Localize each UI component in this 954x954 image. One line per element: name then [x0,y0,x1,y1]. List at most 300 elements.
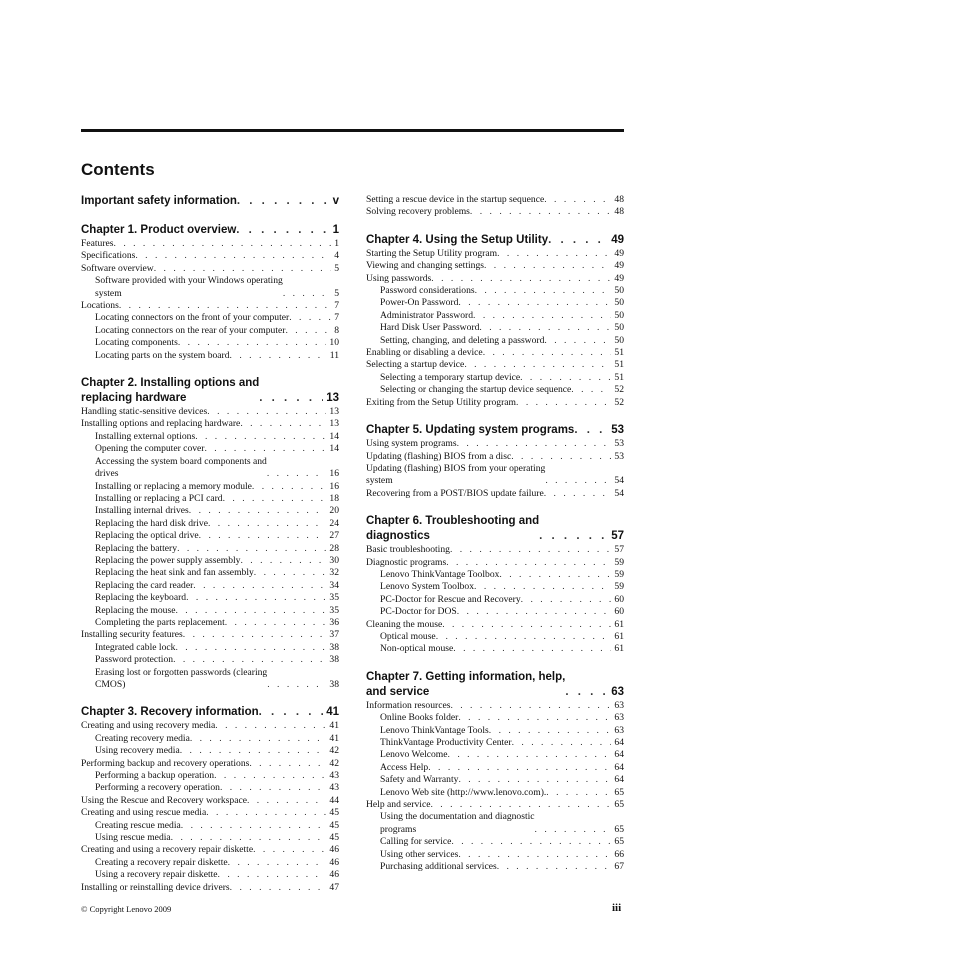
toc-entry-title: Replacing the card reader [95,579,194,591]
toc-entry-page: 14 [329,430,339,442]
toc-entry[interactable] [81,782,339,794]
dot-leader [458,297,611,309]
toc-entry-page: 60 [614,593,624,605]
toc-chapter-entry[interactable] [366,423,624,438]
toc-entry-page: 46 [329,869,339,881]
toc-entry[interactable] [81,493,339,505]
toc-entry-page: 18 [329,492,339,504]
toc-entry-page: 61 [614,618,624,630]
dot-leader [228,857,327,869]
toc-entry-title: Using rescue media [95,832,171,844]
toc-entry[interactable] [366,206,624,218]
toc-entry-page: 67 [614,861,624,873]
toc-entry-page: 50 [614,297,624,309]
toc-entry-page: 50 [614,322,624,334]
toc-entry-page: 64 [614,737,624,748]
toc-entry-page: 63 [614,724,624,736]
toc-entry-page: 20 [329,505,339,517]
toc-entry-title: Administrator Password [380,309,474,321]
dot-leader [237,194,330,209]
toc-entry-title: Optical mouse [380,630,436,642]
toc-entry-page: 30 [329,554,339,566]
toc-entry-page: 66 [614,848,624,860]
dot-leader [173,654,326,666]
dot-leader [470,206,611,218]
toc-entry-page: 10 [329,337,339,349]
dot-leader [186,592,326,604]
toc-entry-title: Enabling or disabling a device [366,347,483,359]
toc-entry-page: 65 [614,823,624,835]
toc-entry-title: PC-Doctor for DOS [380,606,457,618]
toc-entry[interactable] [81,418,339,430]
dot-leader [483,347,612,359]
toc-entry-page: 52 [614,384,624,396]
toc-entry-title: Locating connectors on the front of your computer [95,312,290,324]
toc-chapter-entry[interactable] [366,514,624,544]
toc-entry-title: Power-On Password [380,297,459,309]
toc-entry[interactable] [81,250,339,262]
dot-leader [512,737,612,749]
toc-entry-page: 1 [332,224,339,236]
dot-leader [565,685,608,700]
toc-chapter-entry[interactable] [81,223,339,238]
toc-entry[interactable] [366,787,624,799]
toc-entry[interactable] [366,836,624,848]
toc-entry-page: 14 [329,443,339,455]
dot-leader [544,194,611,206]
toc-entry[interactable] [81,720,339,732]
toc-entry[interactable] [81,543,339,555]
toc-entry-title: Using a recovery repair diskette [95,869,218,881]
toc-entry[interactable] [81,869,339,881]
toc-entry[interactable] [366,451,624,463]
toc-entry-page: 34 [329,579,339,591]
dot-leader [220,782,326,794]
toc-entry[interactable] [81,275,339,300]
dot-leader [215,720,326,732]
toc-entry[interactable] [366,322,624,334]
dot-leader [457,606,612,618]
toc-entry-title: Selecting or changing the startup device sequence [380,384,572,396]
toc-entry-title: Creating rescue media [95,819,181,831]
toc-entry[interactable] [81,505,339,517]
toc-entry-page: 4 [334,250,339,262]
toc-entry-page: 49 [614,272,624,284]
dot-leader [247,795,326,807]
toc-entry[interactable] [81,580,339,592]
dot-leader [535,824,612,836]
dot-leader [189,505,327,517]
toc-entry-page: 54 [614,475,624,487]
toc-entry[interactable] [81,567,339,579]
toc-entry[interactable] [366,372,624,384]
toc-entry-page: 38 [329,654,339,666]
toc-entry-page: 36 [329,616,339,628]
dot-leader [214,770,326,782]
toc-entry[interactable] [366,594,624,606]
dot-leader [119,300,331,312]
toc-entry-title: Erasing lost or forgotten passwords (clearing CMOS) [95,666,268,690]
toc-entry-page: 64 [614,761,624,773]
toc-entry-page: 13 [326,392,339,405]
dot-leader [259,391,323,406]
toc-entry-page: 57 [611,530,624,543]
toc-entry[interactable] [366,248,624,260]
toc-entry[interactable] [81,745,339,757]
toc-entry[interactable] [366,849,624,861]
toc-entry-title: PC-Doctor for Rescue and Recovery [380,593,521,605]
dot-leader [511,451,611,463]
toc-entry[interactable] [366,488,624,500]
toc-entry[interactable] [366,260,624,272]
toc-entry-page: 5 [334,262,339,274]
toc-entry-title: Integrated cable lock [95,641,176,653]
dot-leader [544,488,612,500]
dot-leader [497,861,612,873]
dot-leader [457,438,612,450]
dot-leader [240,555,326,567]
dot-leader [175,642,326,654]
dot-leader [520,372,611,384]
dot-leader [193,580,326,592]
toc-entry-title: Locations [81,300,119,312]
toc-entry[interactable] [366,569,624,581]
toc-entry[interactable] [366,799,624,811]
toc-entry[interactable] [366,335,624,347]
toc-entry-title: Selecting a startup device [366,359,465,371]
toc-entry-page: 50 [614,285,624,297]
toc-entry-page: 41 [329,720,339,732]
toc-entry-title: Installing or replacing a memory module [95,480,252,492]
toc-chapter-entry[interactable] [366,670,624,700]
toc-entry-page: 27 [329,530,339,542]
toc-entry[interactable] [366,861,624,873]
dot-leader [521,594,612,606]
toc-chapter-entry[interactable] [81,376,339,406]
toc-entry[interactable] [81,481,339,493]
toc-entry-page: 63 [614,712,624,724]
dot-leader [230,882,327,894]
toc-entry-page: 46 [329,856,339,868]
toc-entry-page: 16 [329,480,339,492]
toc-entry-page: 64 [614,749,624,761]
toc-entry-page: 50 [614,334,624,346]
toc-entry-title: Handling static-sensitive devices [81,406,208,418]
dot-leader [539,529,608,544]
dot-leader [223,493,327,505]
toc-entry-title: Using recovery media [95,745,180,757]
dot-leader [516,397,611,409]
toc-entry-title: Password protection [95,654,174,666]
toc-entry[interactable] [81,555,339,567]
toc-entry-page: 41 [326,706,339,719]
toc-entry-title: Locating connectors on the rear of your computer [95,324,286,336]
toc-entry[interactable] [81,758,339,770]
dot-leader [458,712,611,724]
toc-entry-title: Replacing the battery [95,542,178,554]
toc-entry-page: 50 [614,309,624,321]
toc-entry-page: 59 [614,568,624,580]
toc-entry[interactable] [366,285,624,297]
dot-leader [451,836,611,848]
toc-entry-title: Chapter 7. Getting information, help, and service [366,670,566,698]
dot-leader [428,762,611,774]
dot-leader [473,310,611,322]
toc-entry-page: 65 [614,786,624,798]
dot-leader [180,745,327,757]
toc-entry[interactable] [81,337,339,349]
toc-entry-page: 8 [334,324,339,336]
toc-entry-page: 61 [614,630,624,642]
dot-leader [285,325,331,337]
toc-entry-page: 51 [614,347,624,359]
toc-entry-title: Using passwords [366,272,432,284]
toc-entry[interactable] [81,325,339,337]
dot-leader [289,312,331,324]
dot-leader [489,725,612,737]
toc-entry[interactable] [366,619,624,631]
toc-entry[interactable] [81,795,339,807]
dot-leader [545,475,611,487]
toc-entry-page: 44 [329,794,339,806]
toc-chapter-entry[interactable] [81,194,339,209]
toc-entry[interactable] [366,347,624,359]
dot-leader [484,260,611,272]
dot-leader [464,359,611,371]
dot-leader [458,774,611,786]
dot-leader [175,605,326,617]
toc-entry-page: 52 [614,396,624,408]
toc-entry[interactable] [81,530,339,542]
toc-entry-title: Features [81,238,114,249]
toc-entry[interactable] [81,592,339,604]
toc-entry[interactable] [366,725,624,737]
dot-leader [249,758,326,770]
toc-entry-page: 48 [614,206,624,218]
toc-entry[interactable] [366,273,624,285]
toc-entry[interactable] [81,300,339,312]
dot-leader [453,643,611,655]
dot-leader [544,335,611,347]
toc-entry[interactable] [366,297,624,309]
toc-entry-title: Diagnostic programs [366,556,447,568]
toc-entry-page: 7 [334,300,339,312]
toc-entry[interactable] [81,832,339,844]
toc-entry-page: 65 [614,799,624,811]
header-rule [81,129,624,132]
toc-entry-title: Chapter 6. Troubleshooting and diagnostics [366,515,540,543]
toc-entry-page: 37 [329,629,339,641]
toc-entry-title: Creating and using a recovery repair diskette [81,844,254,856]
toc-entry[interactable] [81,263,339,275]
dot-leader [171,832,327,844]
toc-entry[interactable] [366,397,624,409]
toc-entry-page: 43 [329,770,339,782]
toc-entry-title: Chapter 2. Installing options and replacing hardware [81,377,260,405]
toc-column-left [81,194,339,894]
toc-entry-title: Cleaning the mouse [366,618,443,630]
dot-leader [183,629,327,641]
toc-entry-page: 35 [329,592,339,604]
toc-entry-page: 5 [334,287,339,299]
toc-entry[interactable] [366,811,624,836]
toc-entry[interactable] [366,774,624,786]
toc-entry-title: Using system programs [366,438,457,450]
dot-leader [546,787,611,799]
toc-entry-page: v [332,195,339,207]
toc-entry-title: Help and service [366,799,431,811]
toc-entry-title: Basic troubleshooting [366,544,450,556]
dot-leader [430,799,611,811]
dot-leader [190,733,327,745]
dot-leader [571,384,611,396]
toc-entry[interactable] [81,820,339,832]
toc-chapter-entry[interactable] [81,705,339,720]
toc-entry-title: Starting the Setup Utility program [366,247,498,259]
toc-entry-page: 45 [329,807,339,819]
toc-entry[interactable] [81,238,339,250]
page-number: iii [612,902,622,914]
toc-entry[interactable] [366,310,624,322]
toc-entry-title: Accessing the system board components and drives [95,455,267,480]
toc-entry[interactable] [81,617,339,629]
toc-entry-page: 61 [614,643,624,655]
toc-entry[interactable] [366,384,624,396]
toc-entry-page: 48 [614,194,624,205]
toc-entry-title: Chapter 3. Recovery information [81,706,259,719]
dot-leader [181,820,327,832]
toc-entry-title: Creating and using recovery media [81,720,216,732]
toc-entry-page: 13 [329,418,339,430]
dot-leader [195,431,326,443]
dot-leader [135,250,331,262]
toc-entry-title: Access Help [380,761,429,773]
toc-entry[interactable] [81,667,339,692]
toc-entry-title: Using the Rescue and Recovery workspace [81,794,247,806]
toc-entry-page: 41 [329,732,339,744]
toc-entry-page: 59 [614,581,624,593]
toc-entry-page: 49 [611,233,624,246]
toc-entry[interactable] [81,443,339,455]
toc-entry-title: Setting, changing, and deleting a password [380,334,545,346]
dot-leader [154,263,331,275]
toc-chapter-entry[interactable] [366,233,624,248]
toc-entry[interactable] [81,312,339,324]
toc-entry[interactable] [81,350,339,362]
toc-entry-page: 60 [614,606,624,618]
toc-entry-title: Specifications [81,250,136,262]
toc-entry-title: Calling for service [380,836,452,848]
toc-entry-title: Lenovo ThinkVantage Toolbox [380,568,500,580]
toc-entry-page: 35 [329,604,339,616]
toc-entry-title: Non-optical mouse [380,643,454,655]
toc-entry[interactable] [81,642,339,654]
toc-entry[interactable] [81,844,339,856]
toc-entry[interactable] [366,631,624,643]
dot-leader [236,223,329,238]
dot-leader [442,619,611,631]
toc-entry-page: 7 [334,312,339,324]
toc-entry[interactable] [366,359,624,371]
toc-entry-page: 46 [329,844,339,856]
toc-entry-page: 42 [329,745,339,757]
toc-entry-page: 11 [329,349,339,361]
toc-entry-title: Installing external options [95,430,196,442]
toc-entry-page: 57 [614,544,624,556]
toc-entry[interactable] [366,606,624,618]
toc-entry[interactable] [81,882,339,894]
toc-entry-page: 32 [329,567,339,579]
toc-entry-title: Opening the computer cover [95,443,205,455]
dot-leader [450,544,611,556]
toc-entry-page: 24 [329,517,339,529]
toc-entry[interactable] [81,654,339,666]
toc-entry-title: Updating (flashing) BIOS from a disc [366,450,512,462]
toc-entry[interactable] [81,518,339,530]
toc-entry-page: 1 [334,238,339,249]
toc-entry-title: Creating a recovery repair diskette [95,856,228,868]
toc-entry[interactable] [366,194,624,206]
dot-leader [574,423,608,438]
toc-entry-page: 47 [329,881,339,893]
dot-leader [114,238,332,250]
toc-entry[interactable] [366,643,624,655]
toc-entry-title: Chapter 5. Updating system programs [366,424,575,437]
toc-entry[interactable] [81,770,339,782]
toc-entry-title: Creating recovery media [95,732,190,744]
toc-entry[interactable] [366,762,624,774]
toc-entry[interactable] [81,406,339,418]
dot-leader [208,518,326,530]
toc-entry[interactable] [81,456,339,481]
toc-entry[interactable] [366,712,624,724]
toc-entry-title: Software provided with your Windows operating system [95,275,283,299]
toc-entry-page: 49 [614,260,624,272]
dot-leader [450,700,611,712]
toc-entry[interactable] [81,857,339,869]
toc-entry[interactable] [366,581,624,593]
toc-entry[interactable] [81,733,339,745]
toc-entry[interactable] [366,463,624,488]
dot-leader [252,481,326,493]
toc-entry[interactable] [366,700,624,712]
toc-entry-page: 59 [614,556,624,568]
toc-entry[interactable] [366,544,624,556]
toc-entry[interactable] [81,431,339,443]
toc-entry[interactable] [81,605,339,617]
dot-leader [230,350,327,362]
dot-leader [178,337,327,349]
dot-leader [206,807,326,819]
toc-entry-title: Recovering from a POST/BIOS update failure [366,487,544,499]
toc-entry-page: 42 [329,757,339,769]
toc-entry[interactable] [366,438,624,450]
toc-entry[interactable] [366,749,624,761]
dot-leader [225,617,327,629]
toc-entry[interactable] [81,807,339,819]
toc-entry-page: 63 [614,699,624,711]
dot-leader [259,705,324,720]
toc-entry-title: Software overview [81,262,154,274]
toc-entry[interactable] [81,629,339,641]
toc-entry-page: 16 [329,468,339,480]
toc-entry-title: Solving recovery problems [366,206,470,218]
toc-entry-title: Important safety information [81,195,237,207]
toc-entry[interactable] [366,557,624,569]
dot-leader [267,468,327,480]
toc-entry[interactable] [366,737,624,749]
toc-entry-title: Installing internal drives [95,505,189,517]
